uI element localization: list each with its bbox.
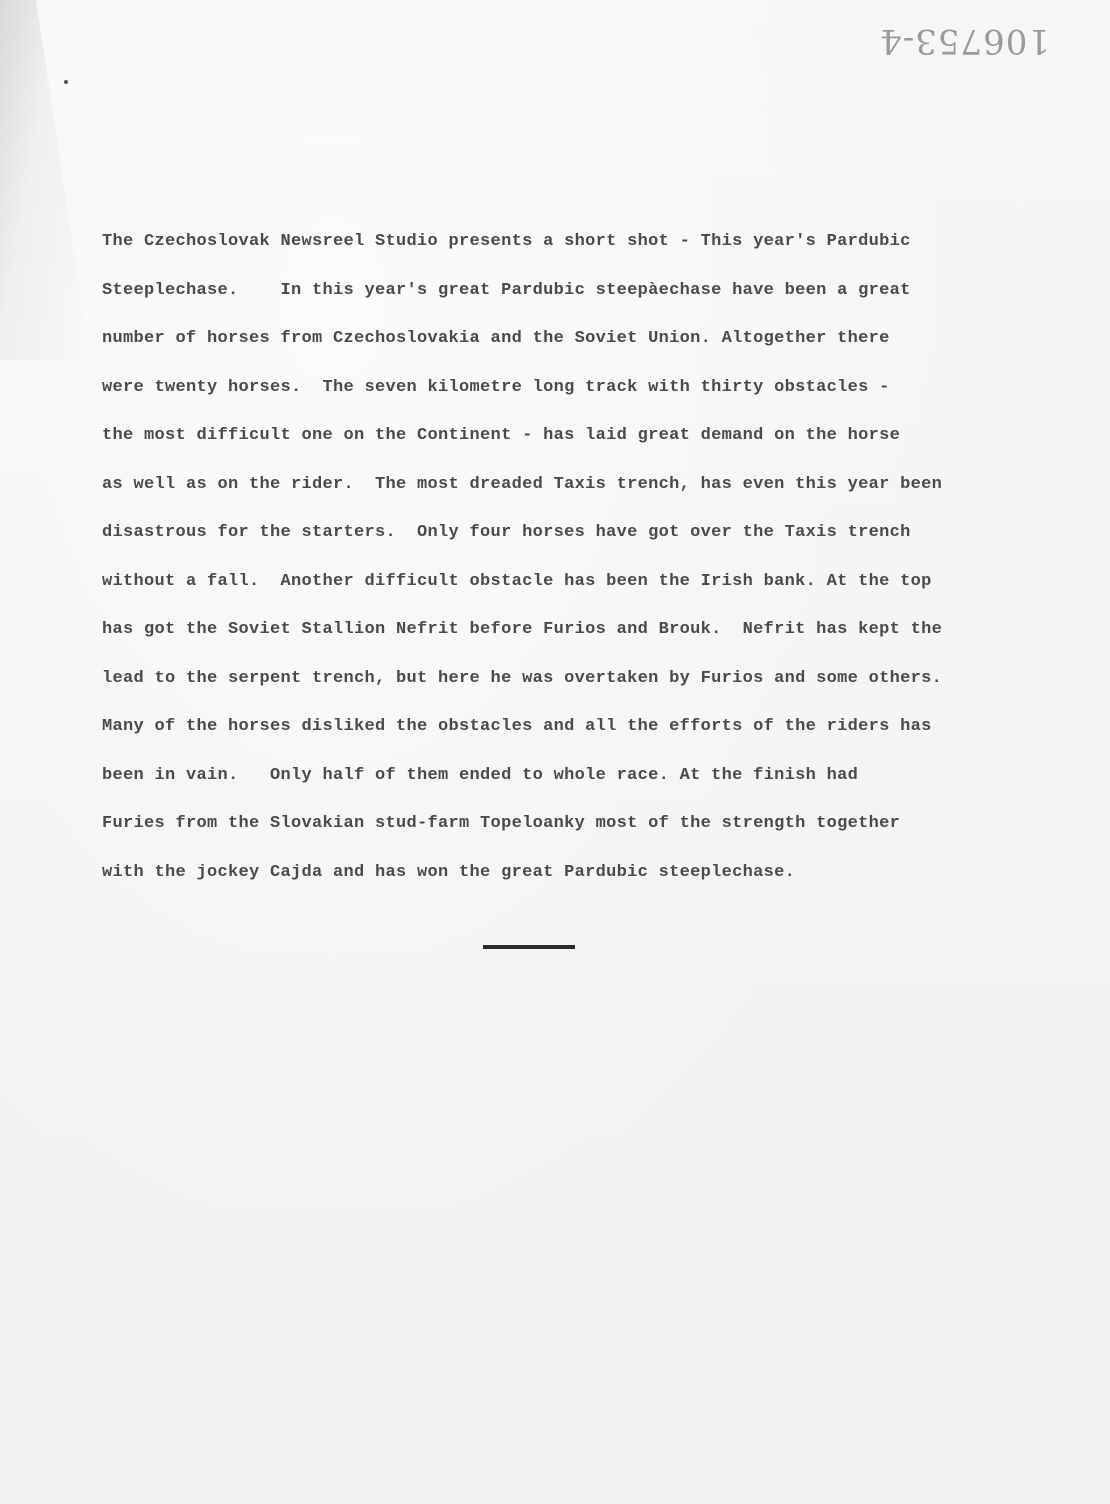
body-line: the most difficult one on the Continent - has laid great demand on the horse bbox=[102, 426, 901, 445]
body-text bbox=[102, 218, 1102, 897]
body-line: with the jockey Cajda and has won the great Pardubic steeplechase. bbox=[102, 862, 796, 882]
body-line: Furies from the Slovakian stud-farm Topeloanky most of the strength together bbox=[102, 814, 901, 833]
body-line: been in vain. Only half of them ended to whole race. At the finish had bbox=[102, 765, 859, 785]
body-line: The Czechoslovak Newsreel Studio presents a short shot - This year's Pardubic bbox=[102, 232, 911, 251]
end-rule bbox=[483, 945, 575, 949]
body-line: were twenty horses. The seven kilometre long track with thirty obstacles - bbox=[102, 377, 890, 397]
body-line: Many of the horses disliked the obstacles and all the efforts of the riders has bbox=[102, 717, 932, 736]
body-line: disastrous for the starters. Only four horses have got over the Taxis trench bbox=[102, 523, 911, 542]
paper-speck bbox=[64, 80, 68, 84]
body-line: without a fall. Another difficult obstacle has been the Irish bank. At the top bbox=[102, 571, 932, 591]
paper-shadow bbox=[0, 0, 90, 360]
body-line: number of horses from Czechoslovakia and the Soviet Union. Altogether there bbox=[102, 329, 890, 348]
body-line: has got the Soviet Stallion Nefrit before Furios and Brouk. Nefrit has kept the bbox=[102, 620, 943, 639]
archive-number: 106753-4 bbox=[879, 21, 1050, 61]
body-line: lead to the serpent trench, but here he was overtaken by Furios and some others. bbox=[102, 668, 943, 688]
body-line: as well as on the rider. The most dreaded Taxis trench, has even this year been bbox=[102, 474, 943, 494]
body-line: Steeplechase. In this year's great Pardubic steepàechase have been a great bbox=[102, 280, 911, 300]
